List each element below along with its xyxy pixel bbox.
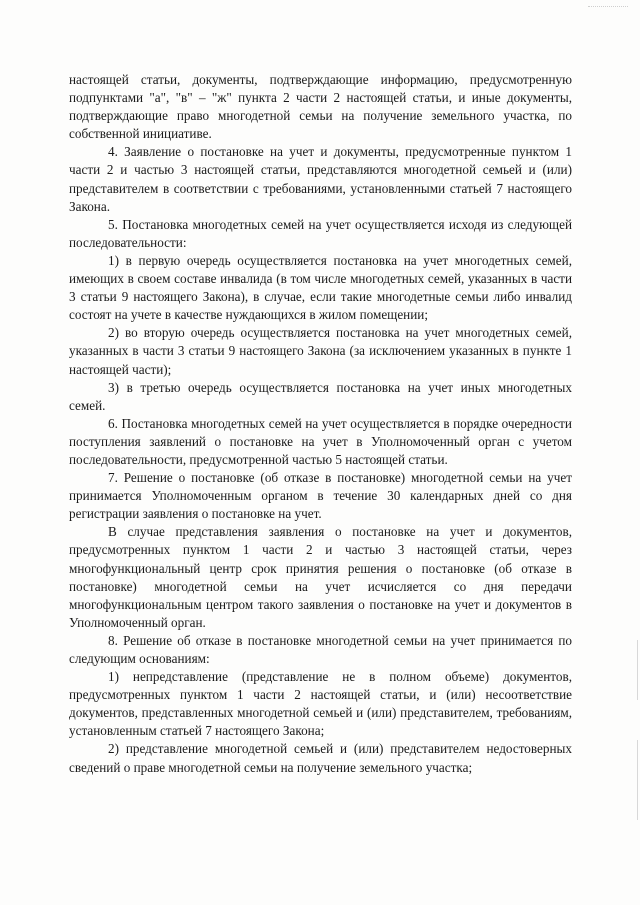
paragraph-subitem-8-1: 1) непредставление (представление не в полном объеме) документов, предусмотренных пунктом 1 части 2 настоящей статьи, и (или) несоответствие документов, представленных многодетной семьей и (или) представителем, требованиям, установленным статьей 7 настоящего Закона; [69,669,572,739]
document-body [69,71,572,777]
paragraph-item-7: 7. Решение о постановке (об отказе в постановке) многодетной семьи на учет принимается Уполномоченным органом в течение 30 календарных дней со дня регистрации заявления о постановке на учет. [69,470,572,522]
paragraph-item-4: 4. Заявление о постановке на учет и документы, предусмотренные пунктом 1 части 2 и частью 3 настоящей статьи, представляются многодетной семьей и (или) представителем в соответствии с требованиями, установленными статьей 7 настоящего Закона. [69,144,572,214]
paragraph-continuation: настоящей статьи, документы, подтверждающие информацию, предусмотренную подпунктами "а", "в" – "ж" пункта 2 части 2 настоящей статьи, и иные документы, подтверждающие право многодетной семьи на получение земельного участка, по собственной инициативе. [69,72,572,142]
paragraph-subitem-5-2: 2) во вторую очередь осуществляется постановка на учет многодетных семей, указанных в части 3 статьи 9 настоящего Закона (за исключением указанных в пункте 1 настоящей части); [69,325,572,377]
paragraph-item-5: 5. Постановка многодетных семей на учет осуществляется исходя из следующей последовательности: [69,216,572,250]
paragraph-item-8: 8. Решение об отказе в постановке многодетной семьи на учет принимается по следующим основаниям: [69,632,572,666]
paragraph-subitem-8-2: 2) представление многодетной семьей и (или) представителем недостоверных сведений о праве многодетной семьи на получение земельного участка; [69,741,572,775]
paragraph-subitem-5-1: 1) в первую очередь осуществляется постановка на учет многодетных семей, имеющих в своем составе инвалида (в том числе многодетных семей, указанных в части 3 статьи 9 настоящего Закона), в случае, если такие многодетные семьи либо инвалид состоят на учете в качестве нуждающихся в жилом помещении; [69,252,572,323]
paragraph-item-7-mfc: В случае представления заявления о постановке на учет и документов, предусмотренных пунктом 1 части 2 и частью 3 настоящей статьи, через многофункциональный центр срок принятия решения о постановке (об отказе в постановке) многодетной семьи на учет исчисляется со дня передачи многофункциональным центром такого заявления о постановке на учет и документов в Уполномоченный орган. [69,524,572,630]
paragraph-item-6: 6. Постановка многодетных семей на учет осуществляется в порядке очередности поступления заявлений о постановке на учет в Уполномоченный орган с учетом последовательности, предусмотренной частью 5 настоящей статьи. [69,415,572,467]
scan-artifact [588,6,628,9]
scan-artifact [637,640,638,700]
paragraph-subitem-5-3: 3) в третью очередь осуществляется постановка на учет иных многодетных семей. [69,379,572,413]
scan-artifact [637,740,638,820]
